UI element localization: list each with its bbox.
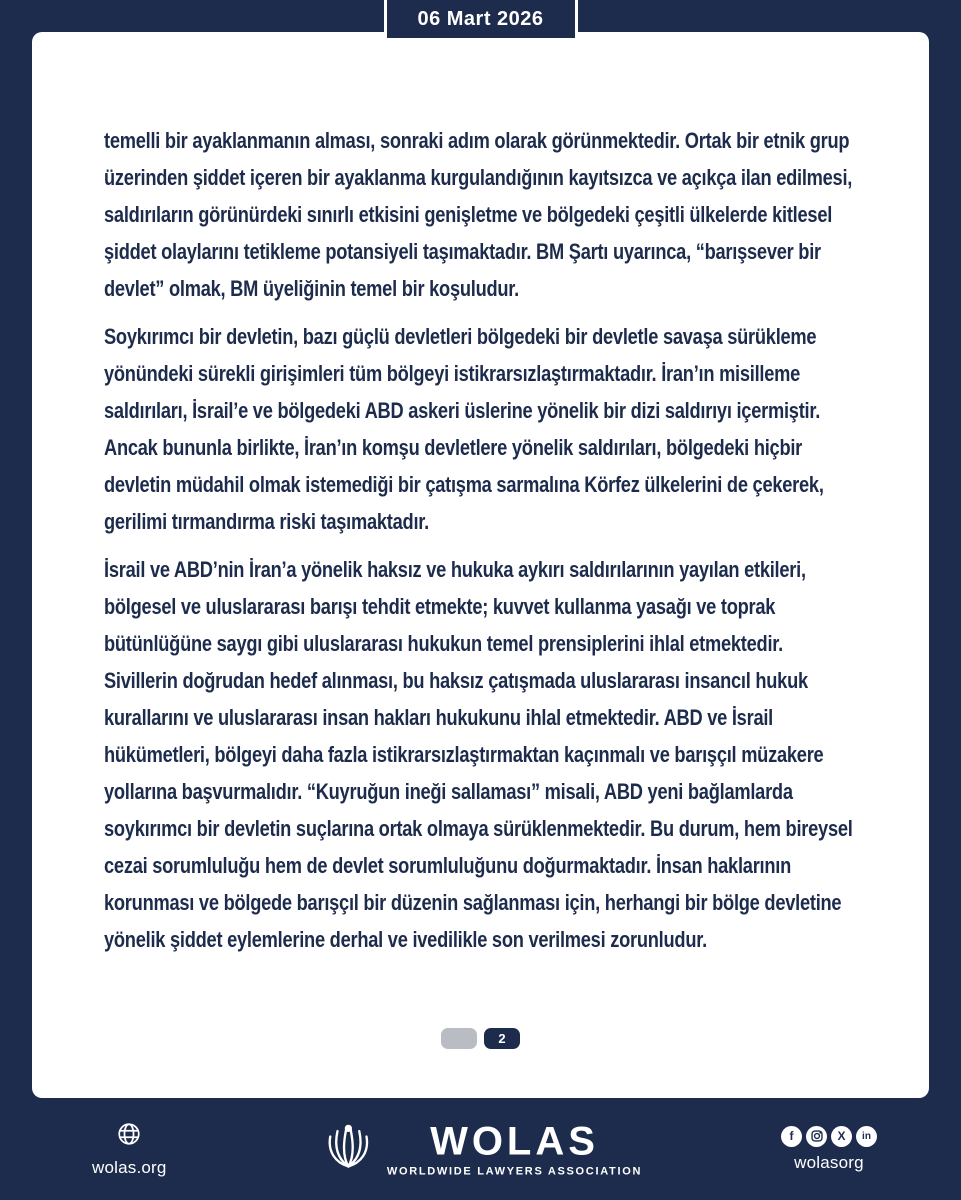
linkedin-icon[interactable]: in	[856, 1126, 877, 1147]
footer-website-block	[92, 1121, 167, 1178]
paragraph-3: İsrail ve ABD’nin İran’a yönelik haksız ve hukuka aykırı saldırılarının yayılan etkileri, bölgesel ve uluslararası barışı tehdit etmekte; kuvvet kullanma yasağı ve toprak bütünlüğüne saygı gibi uluslararası hukukun temel prensiplerini ihlal etmektedir. Sivillerin doğrudan hedef alınması, bu haksız çatışmada uluslararası insancıl hukuk kurallarını ve uluslararası insan hakları hukukunu ihlal etmektedir. ABD ve İsrail hükümetleri, bölgeyi daha fazla istikrarsızlaştırmaktan kaçınmalı ve barışçıl müzakere yollarına başvurmalıdır. “Kuyruğun ineği sallaması” misali, ABD yeni bağlamlarda soykırımcı bir devletin suçlarına ortak olmaya sürüklenmektedir. Bu durum, hem bireysel cezai sorumluluğu hem de devlet sorumluluğunu doğurmaktadır. İnsan haklarının korunması ve bölgede barışçıl bir düzenin sağlanması için, herhangi bir bölge devletine yönelik şiddet eylemlerine derhal ve ivedilikle son verilmesi zorunludur.	[104, 557, 853, 952]
date-badge-label: 06 Mart 2026	[417, 7, 544, 30]
instagram-icon[interactable]	[806, 1126, 827, 1147]
paragraph-1: temelli bir ayaklanmanın alması, sonraki adım olarak görünmektedir. Ortak bir etnik grup üzerinden şiddet içeren bir ayaklanma kurgulandığının kayıtsızca ve açıkça ilan edilmesi, saldırıların görünürdeki sınırlı etkisini genişletme ve bölgedeki çeşitli ülkelerde kitlesel şiddet olaylarını tetikleme potansiyeli taşımaktadır. BM Şartı uyarınca, “barışsever bir devlet” olmak, BM üyeliğinin temel bir koşuludur.	[104, 128, 853, 301]
document-body	[104, 122, 857, 969]
social-icons-row	[781, 1126, 877, 1147]
page-pill-previous[interactable]	[441, 1028, 477, 1049]
social-handle-label[interactable]: wolasorg	[794, 1152, 864, 1172]
x-icon[interactable]: X	[831, 1126, 852, 1147]
date-badge	[384, 0, 578, 41]
wolas-logo-subtitle: WORLDWIDE LAWYERS ASSOCIATION	[386, 1165, 643, 1177]
page-pill-current[interactable]: 2	[484, 1028, 520, 1049]
globe-icon	[116, 1121, 142, 1152]
wolas-logo-text	[387, 1121, 642, 1177]
wolas-eagle-icon	[319, 1118, 377, 1181]
wolas-logo-name: WOLAS	[430, 1119, 599, 1163]
footer-social-block	[781, 1126, 877, 1173]
website-label[interactable]: wolas.org	[92, 1157, 167, 1177]
document-sheet	[32, 32, 929, 1098]
paragraph-2: Soykırımcı bir devletin, bazı güçlü devletleri bölgedeki bir devletle savaşa sürükleme yönündeki sürekli girişimleri tüm bölgeyi istikrarsızlaştırmaktadır. İran’ın misilleme saldırıları, İsrail’e ve bölgedeki ABD askeri üslerine yönelik bir dizi saldırıyı içermiştir. Ancak bununla birlikte, İran’ın komşu devletlere yönelik saldırıları, bölgedeki hiçbir devletin müdahil olmak istemediği bir çatışma sarmalına Körfez ülkelerini de çekerek, gerilimi tırmandırma riski taşımaktadır.	[104, 324, 824, 534]
pagination	[32, 1028, 929, 1049]
footer	[0, 1098, 961, 1200]
facebook-icon[interactable]: f	[781, 1126, 802, 1147]
wolas-logo	[319, 1118, 642, 1181]
